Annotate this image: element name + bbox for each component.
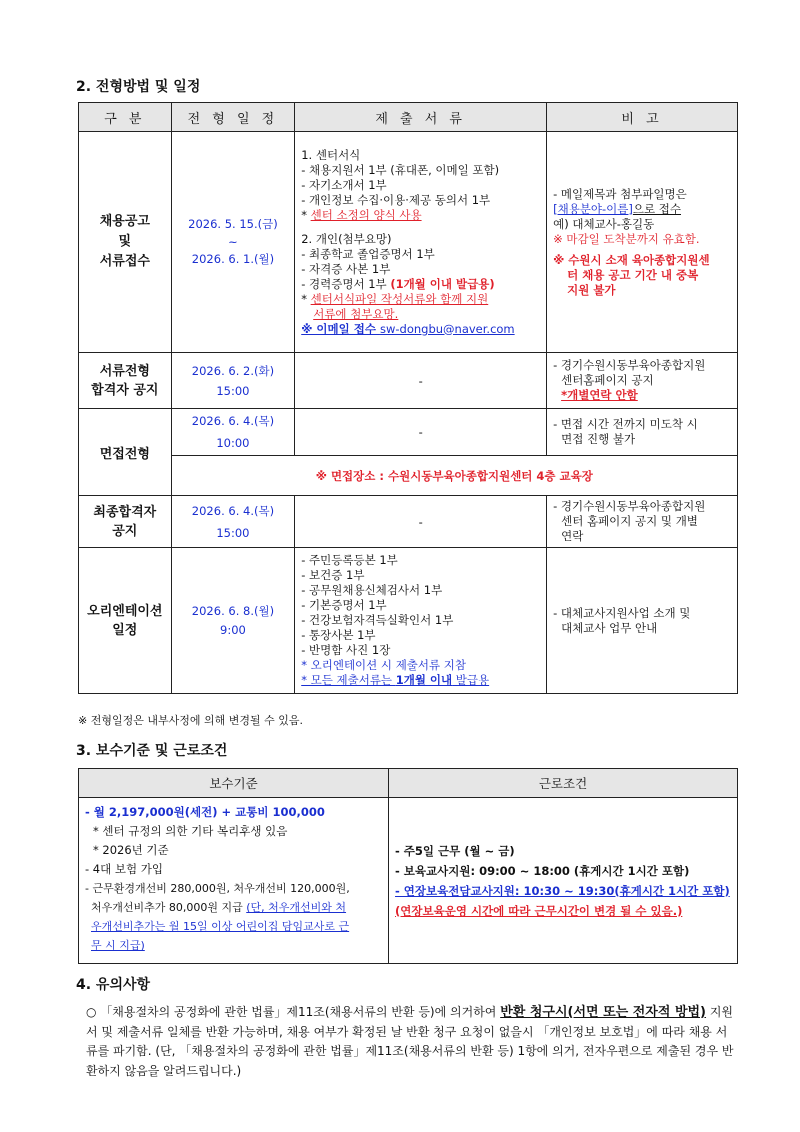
doc-note: * 오리엔테이션 시 제출서류 지참 — [301, 658, 467, 672]
doc-line: - 건강보험자격득실확인서 1부 — [301, 613, 454, 627]
condition-line — [395, 881, 731, 901]
salary-line: * 2026년 기준 — [93, 843, 169, 857]
remark-line: - 대체교사지원사업 소개 및 — [553, 605, 691, 620]
salary-text: 처우개선비추가 80,000원 지급 — [91, 901, 247, 914]
doc-heading: 1. 센터서식 — [301, 147, 361, 162]
table-row — [79, 496, 738, 548]
table-row — [79, 132, 738, 353]
doc-note: 서류에 첨부요망. — [313, 306, 399, 321]
doc-line — [301, 208, 540, 223]
salary-note: 무 시 지급) — [91, 939, 145, 952]
conditions-cell — [389, 798, 738, 964]
notice-text: 지원서 및 제출서류 일체를 반환 가능하며, 채용 여부가 확정된 날 반환 청구 요청이 없을시 「개인정보 보호법」에 따라 채용 서류를 파기함. (단, 「채용절차의 공정화에 관한 법률」제11조(채용서류의 반환 등) 1항에 의거, 전자우편으로 제출된 경우 반환하지 않음을 알려드립니다.) — [86, 1005, 734, 1078]
remark-line: 면접 진행 불가 — [561, 432, 636, 446]
doc-text: - 경력증명서 1부 — [301, 276, 391, 291]
remarks-cell — [547, 353, 738, 409]
schedule-date — [171, 496, 295, 548]
remark-line: 대체교사 업무 안내 — [561, 620, 658, 635]
star-mark: * — [301, 207, 311, 222]
doc-line — [301, 292, 540, 307]
interview-venue: ※ 면접장소 : 수원시동부육아종합지원센터 4층 교육장 — [171, 456, 737, 496]
condition-line: - 주5일 근무 (월 ~ 금) — [395, 843, 515, 858]
condition-value: 09:00 ~ 18:00 (휴게시간 1시간 포함) — [479, 863, 690, 878]
col-header-salary: 보수기준 — [79, 769, 389, 798]
date-time: 15:00 — [216, 525, 250, 540]
documents-cell — [295, 132, 547, 353]
documents-cell: - — [295, 496, 547, 548]
remark-line — [553, 202, 731, 217]
date-start: 2026. 6. 8.(월) — [191, 603, 275, 618]
date-start: 2026. 6. 4.(목) — [191, 503, 275, 518]
salary-line: - 근무환경개선비 280,000원, 처우개선비 120,000원, — [85, 882, 350, 895]
row-label — [79, 496, 172, 548]
table-header-row — [79, 769, 738, 798]
doc-text: 발급용 — [452, 673, 490, 687]
salary-line: * 센터 규정의 의한 기타 복리후생 있음 — [93, 824, 288, 838]
date-start: 2026. 5. 15.(금) — [188, 217, 278, 231]
salary-table — [78, 768, 738, 964]
remarks-cell — [547, 496, 738, 548]
label-line: 채용공고 — [99, 214, 150, 229]
doc-line: - 최종학교 졸업증명서 1부 — [301, 246, 435, 261]
doc-line — [301, 277, 540, 292]
doc-note: 센터 소정의 양식 사용 — [310, 207, 422, 222]
schedule-date — [171, 353, 295, 409]
salary-line: - 월 2,197,000원(세전) + 교통비 100,000 — [85, 805, 325, 819]
notice-emphasis: 반환 청구시(서면 또는 전자적 방법) — [500, 1005, 707, 1020]
documents-cell: - — [295, 409, 547, 456]
remark-text: 으로 접수 — [632, 201, 681, 216]
schedule-date — [171, 409, 295, 456]
col-header-conditions: 근로조건 — [389, 769, 738, 798]
doc-line: - 자격증 사본 1부 — [301, 261, 391, 276]
row-label: 면접전형 — [79, 409, 172, 496]
date-time: 9:00 — [220, 622, 246, 637]
documents-cell — [295, 548, 547, 694]
col-header-documents: 제 출 서 류 — [295, 103, 547, 132]
label-line: 일정 — [112, 622, 138, 638]
schedule-date — [171, 132, 295, 353]
doc-line: - 기본증명서 1부 — [301, 598, 387, 612]
section4-title: 4. 유의사항 — [76, 977, 151, 993]
table-row — [79, 353, 738, 409]
doc-line: - 채용지원서 1부 (휴대폰, 이메일 포함) — [301, 162, 500, 177]
label-line: 서류전형 — [99, 363, 150, 379]
label-line: 공지 — [112, 523, 138, 539]
salary-note: 우개선비추가는 월 15일 이상 어린이집 담임교사로 근 — [91, 920, 350, 933]
doc-line: - 반명함 사진 1장 — [301, 643, 391, 657]
row-label — [79, 132, 172, 353]
remark-line: - 경기수원시동부육아종합지원 — [553, 499, 706, 513]
date-separator: ~ — [228, 235, 238, 249]
doc-heading: 2. 개인(첨부요망) — [301, 231, 392, 246]
remark-line: - 경기수원시동부육아종합지원 — [553, 358, 706, 372]
col-header-schedule: 전 형 일 정 — [171, 103, 295, 132]
remark-line: 센터홈페이지 공지 — [561, 373, 654, 387]
table-row — [79, 456, 738, 496]
remark-line: 연락 — [561, 529, 584, 543]
row-label — [79, 548, 172, 694]
table-row — [79, 548, 738, 694]
email-line — [301, 322, 540, 337]
salary-cell — [79, 798, 389, 964]
section3-title: 3. 보수기준 및 근로조건 — [76, 743, 228, 759]
date-end: 2026. 6. 1.(월) — [191, 252, 275, 266]
table-header-row — [79, 103, 738, 132]
label-line: 오리엔테이션 — [87, 603, 163, 619]
condition-value: 10:30 ~ 19:30(휴게시간 1시간 포함) — [523, 883, 730, 898]
remark-line: 지원 불가 — [567, 282, 616, 297]
doc-line: - 보건증 1부 — [301, 568, 365, 582]
doc-line: - 개인정보 수집·이용·제공 동의서 1부 — [301, 192, 491, 207]
remark-line: 센터 홈페이지 공지 및 개별 — [561, 514, 698, 528]
email-address[interactable]: sw-dongbu@naver.com — [379, 321, 515, 336]
doc-note: 센터서식파일 작성서류와 함께 지원 — [310, 291, 489, 306]
remark-highlight: [채용분야-이름] — [553, 201, 633, 216]
label-line: 서류접수 — [99, 254, 150, 269]
schedule-note: ※ 전형일정은 내부사정에 의해 변경될 수 있음. — [78, 714, 303, 727]
schedule-table — [78, 102, 738, 694]
date-start: 2026. 6. 4.(목) — [191, 414, 275, 428]
doc-note — [301, 673, 540, 688]
col-header-category: 구 분 — [79, 103, 172, 132]
doc-emphasis: 1개월 이내 — [395, 673, 453, 687]
condition-line — [395, 861, 731, 881]
doc-line: - 공무원채용신체검사서 1부 — [301, 583, 443, 597]
doc-note: (1개월 이내 발급용) — [390, 276, 495, 291]
table-row — [79, 798, 738, 964]
email-label: ※ 이메일 접수 — [301, 321, 380, 336]
table-row — [79, 409, 738, 456]
remark-line: 터 채용 공고 기간 내 중복 — [567, 267, 699, 282]
label-line: 및 — [118, 234, 132, 249]
star-mark: * — [301, 291, 311, 306]
remark-line: 예) 대체교사-홍길동 — [553, 216, 655, 231]
row-label — [79, 353, 172, 409]
section2-title: 2. 전형방법 및 일정 — [76, 79, 201, 95]
remark-line: ※ 마감일 도착분까지 유효함. — [553, 231, 700, 246]
doc-line: - 자기소개서 1부 — [301, 177, 387, 192]
documents-cell: - — [295, 353, 547, 409]
date-time: 10:00 — [216, 436, 250, 450]
remarks-cell — [547, 409, 738, 456]
remark-line: - 면접 시간 전까지 미도착 시 — [553, 417, 698, 431]
salary-note: (단, 처우개선비와 처 — [246, 901, 347, 914]
col-header-remarks: 비 고 — [547, 103, 738, 132]
salary-line: - 4대 보험 가입 — [85, 862, 163, 876]
notice-paragraph — [86, 1003, 736, 1081]
label-line: 최종합격자 — [93, 504, 157, 520]
doc-line: - 통장사본 1부 — [301, 628, 376, 642]
salary-line — [85, 898, 382, 917]
condition-label: - 연장보육전담교사지원: — [395, 883, 524, 898]
remarks-cell — [547, 548, 738, 694]
notice-text: ○ 「채용절차의 공정화에 관한 법률」제11조(채용서류의 반환 등)에 의거하여 — [86, 1005, 501, 1019]
label-line: 합격자 공지 — [91, 382, 159, 398]
condition-note: (연장보육운영 시간에 따라 근무시간이 변경 될 수 있음.) — [395, 903, 683, 918]
doc-line — [301, 307, 540, 322]
remark-line: ※ 수원시 소재 육아종합지원센 — [553, 252, 710, 267]
doc-line: - 주민등록등본 1부 — [301, 553, 398, 567]
remark-line: - 메일제목과 첨부파일명은 — [553, 186, 687, 201]
date-time: 15:00 — [216, 383, 250, 398]
remarks-cell — [547, 132, 738, 353]
condition-label: - 보육교사지원: — [395, 863, 480, 878]
remark-line: *개별연락 안함 — [561, 388, 638, 402]
date-start: 2026. 6. 2.(화) — [191, 363, 275, 378]
schedule-date — [171, 548, 295, 694]
doc-text: * 모든 제출서류는 — [301, 673, 396, 687]
